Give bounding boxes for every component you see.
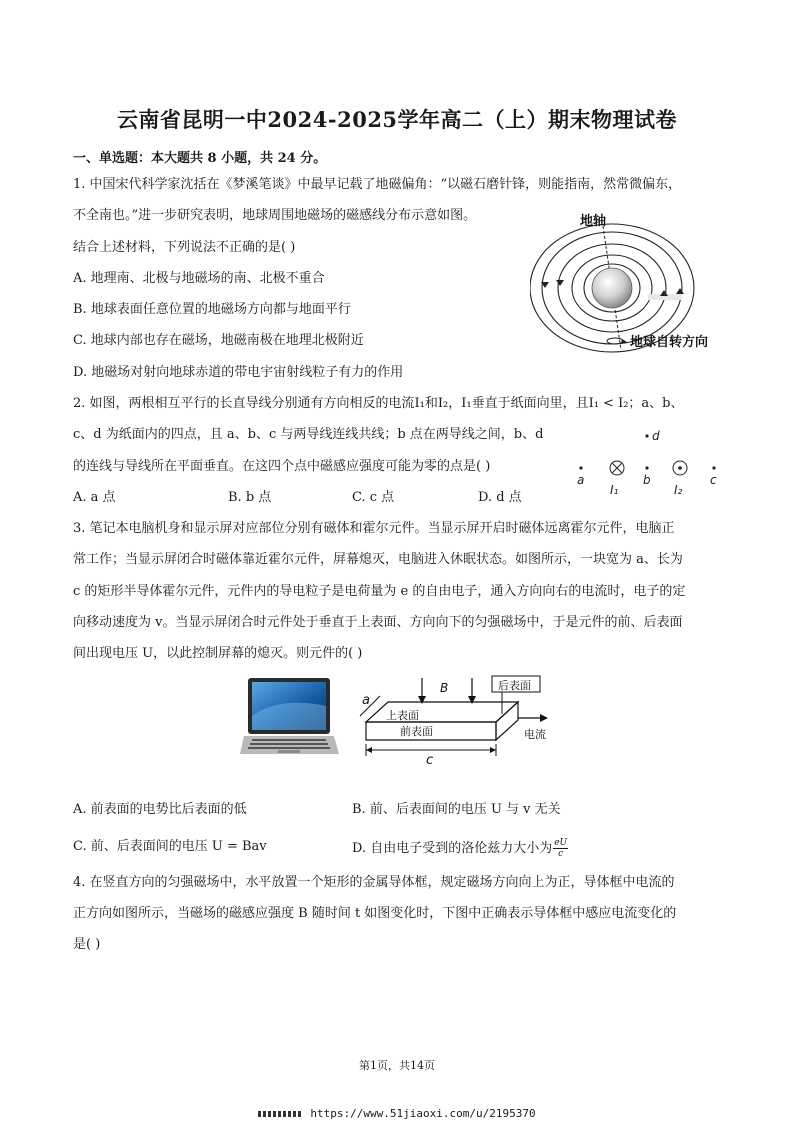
page-title: 云南省昆明一中2024-2025学年高二（上）期末物理试卷 xyxy=(116,107,678,132)
q1-line-1: 1. 中国宋代科学家沈括在《梦溪笔谈》中最早记载了地磁偏角：“以磁石磨针锋，则能指南，然常微偏东， xyxy=(73,177,682,192)
wire-i2-label: I₂ xyxy=(674,483,683,497)
earth-globe xyxy=(592,268,632,308)
watermark-url: https://www.51jiaoxi.com/u/2195370 xyxy=(310,1107,536,1120)
q3-option-d xyxy=(352,838,568,859)
point-a-dot xyxy=(579,466,582,469)
point-d-label: d xyxy=(652,429,660,443)
fraction-denominator: c xyxy=(558,849,564,859)
q2-line-2: c、d 为纸面内的四点，且 a、b、c 与两导线连线共线；b 点在两导线之间，b、d xyxy=(73,427,544,442)
point-c-label: c xyxy=(710,473,717,487)
q1-line-2: 不全南也。”进一步研究表明，地球周围地磁场的磁感线分布示意如图。 xyxy=(73,208,477,223)
laptop-image xyxy=(240,676,340,758)
field-b-label: B xyxy=(440,681,449,695)
point-b-label: b xyxy=(643,473,651,487)
q3-option-c: C. 前、后表面间的电压 U = Bav xyxy=(73,839,267,854)
watermark xyxy=(0,1107,794,1120)
width-a-label: a xyxy=(362,693,370,708)
wire-i1-label: I₁ xyxy=(610,483,619,497)
rotation-label: 地球自转方向 xyxy=(630,335,709,350)
q1-option-b: B. 地球表面任意位置的地磁场方向都与地面平行 xyxy=(73,302,351,317)
q2-option-c: C. c 点 xyxy=(352,490,395,505)
q4-line-1: 4. 在竖直方向的匀强磁场中，水平放置一个矩形的金属导体框，规定磁场方向向上为正，导体框中电流的 xyxy=(73,875,675,890)
wires-figure xyxy=(570,426,730,502)
hall-element-figure xyxy=(352,674,562,770)
q2-option-a: A. a 点 xyxy=(73,490,116,505)
q3-option-d-fraction xyxy=(553,838,568,859)
q3-line-3: c 的矩形半导体霍尔元件，元件内的导电粒子是电荷量为 e 的自由电子，通入方向向右的电流时，电子的定 xyxy=(73,584,686,599)
q1-option-c: C. 地球内部也存在磁场，地磁南极在地理北极附近 xyxy=(73,333,364,348)
q1-option-a: A. 地理南、北极与地磁场的南、北极不重合 xyxy=(73,271,325,286)
point-a-label: a xyxy=(577,473,585,487)
earth-magnetic-field-figure xyxy=(530,208,730,360)
q4-line-3: 是( ) xyxy=(73,937,101,952)
fraction-numerator: eU xyxy=(554,838,568,848)
q2-option-b: B. b 点 xyxy=(228,490,272,505)
q3-line-5: 间出现电压 U，以此控制屏幕的熄灭。则元件的( ) xyxy=(73,646,363,661)
point-d-dot xyxy=(645,434,648,437)
q3-option-a: A. 前表面的电势比后表面的低 xyxy=(73,802,247,817)
q2-line-3: 的连线与导线所在平面垂直。在这四个点中磁感应强度可能为零的点是( ) xyxy=(73,459,491,474)
watermark-logo-icon xyxy=(258,1111,302,1117)
current-label: 电流 xyxy=(524,728,546,741)
front-surface-label: 前表面 xyxy=(400,725,433,738)
wire-i2-out-of-page-icon xyxy=(673,461,687,475)
axis-label: 地轴 xyxy=(580,214,607,229)
q3-option-b: B. 前、后表面间的电压 U 与 v 无关 xyxy=(352,802,561,817)
length-c-label: c xyxy=(426,753,434,768)
wire-i1-into-page-icon xyxy=(610,461,624,475)
q2-option-d: D. d 点 xyxy=(478,490,522,505)
q3-option-d-text: D. 自由电子受到的洛伦兹力大小为 xyxy=(352,841,553,856)
rotation-arrow-icon xyxy=(607,338,623,344)
page-footer: 第1页，共14页 xyxy=(359,1059,435,1072)
back-surface-label: 后表面 xyxy=(498,679,531,692)
q1-option-d: D. 地磁场对射向地球赤道的带电宇宙射线粒子有力的作用 xyxy=(73,365,404,380)
q1-line-3: 结合上述材料，下列说法不正确的是( ) xyxy=(73,240,296,255)
point-b-dot xyxy=(645,466,648,469)
q2-line-1: 2. 如图，两根相互平行的长直导线分别通有方向相反的电流I₁和I₂，I₁垂直于纸面向里，且I₁ < I₂；a、b、 xyxy=(73,396,684,411)
q3-line-1: 3. 笔记本电脑机身和显示屏对应部位分别有磁体和霍尔元件。当显示屏开启时磁体远离霍尔元件，电脑正 xyxy=(73,521,675,536)
top-surface-label: 上表面 xyxy=(386,709,419,722)
section-heading: 一、单选题：本大题共 8 小题，共 24 分。 xyxy=(73,151,327,166)
q3-line-4: 向移动速度为 v。当显示屏闭合时元件处于垂直于上表面、方向向下的匀强磁场中，于是元件的前、后表面 xyxy=(73,615,683,630)
point-c-dot xyxy=(712,466,715,469)
q3-line-2: 常工作；当显示屏闭合时磁体靠近霍尔元件，屏幕熄灭，电脑进入休眠状态。如图所示，一块宽为 a、长为 xyxy=(73,552,683,567)
q4-line-2: 正方向如图所示，当磁场的磁感应强度 B 随时间 t 如图变化时，下图中正确表示导体框中感应电流变化的 xyxy=(73,906,677,921)
